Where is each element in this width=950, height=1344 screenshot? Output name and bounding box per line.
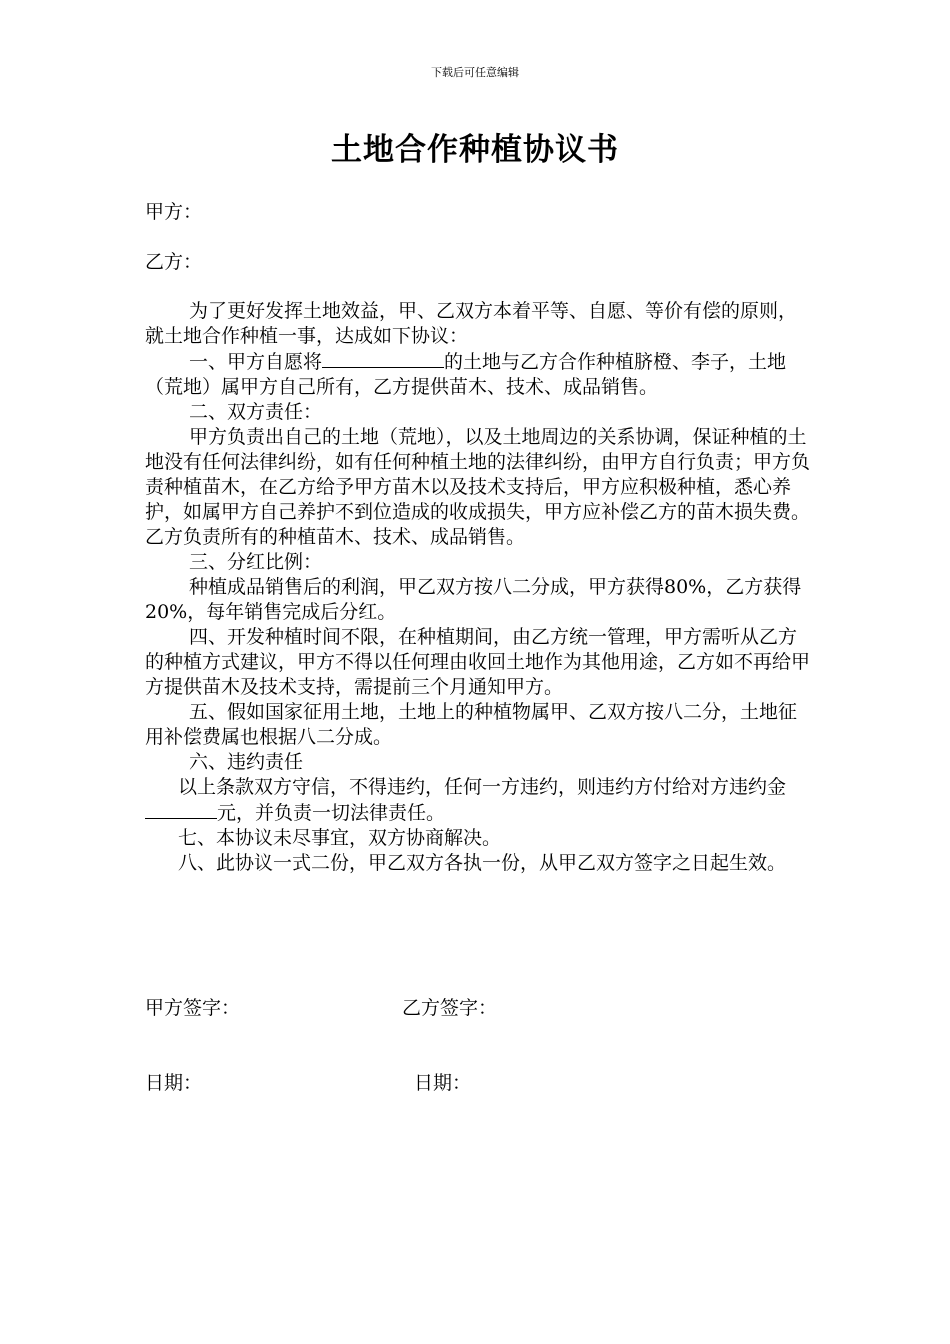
party-b-date-label: 日期： [414, 1072, 472, 1094]
clause-6-text-end: 元，并负责一切法律责任。 [217, 802, 446, 824]
header-note: 下载后可任意编辑 [431, 66, 519, 79]
party-a-date-label: 日期： [145, 1072, 203, 1094]
clause-8: 八、此协议一式二份，甲乙双方各执一份，从甲乙双方签字之日起生效。 [178, 852, 787, 874]
clause-1 [145, 349, 810, 400]
party-b-label: 乙方： [145, 251, 203, 273]
clause-7: 七、本协议未尽事宜，双方协商解决。 [178, 827, 502, 849]
document-title: 土地合作种植协议书 [331, 132, 619, 168]
penalty-blank-field [145, 800, 217, 819]
party-a-signature-label: 甲方签字： [145, 997, 241, 1019]
intro-paragraph: 为了更好发挥土地效益，甲、乙双方本着平等、自愿、等价有偿的原则，就土地合作种植一事，达成如下协议： [145, 300, 798, 347]
clause-3-title: 三、分红比例： [189, 551, 323, 573]
clause-5: 五、假如国家征用土地，土地上的种植物属甲、乙双方按八二分，土地征用补偿费属也根据八二分成。 [145, 701, 798, 748]
clause-1-text-start: 一、甲方自愿将 [189, 351, 323, 373]
clause-2-body: 甲方负责出自己的土地（荒地），以及土地周边的关系协调，保证种植的土地没有任何法律纠纷，如有任何种植土地的法律纠纷，由甲方自行负责；甲方负责种植苗木，在乙方给予甲方苗木以及技术支持后，甲方应积极种植，悉心养护，如属甲方自己养护不到位造成的收成损失，甲方应补偿乙方的苗木损失费。乙方负责所有的种植苗木、技术、成品销售。 [145, 426, 811, 548]
party-b-signature-label: 乙方签字： [402, 997, 498, 1019]
land-blank-field [322, 349, 444, 368]
clause-1-text-end: 的土地与乙方合作种植脐橙、李子，土地（荒地）属甲方自己所有，乙方提供苗木、技术、成品销售。 [145, 351, 787, 398]
clause-6-body [145, 775, 810, 826]
agreement-body [145, 299, 810, 876]
clause-3-body: 种植成品销售后的利润，甲乙双方按八二分成，甲方获得80%，乙方获得20%，每年销售完成后分红。 [145, 576, 802, 623]
party-a-label: 甲方： [145, 201, 203, 223]
clause-6-text-start: 以上条款双方守信，不得违约，任何一方违约，则违约方付给对方违约金 [178, 776, 787, 798]
clause-4: 四、开发种植时间不限，在种植期间，由乙方统一管理，甲方需听从乙方的种植方式建议，甲方不得以任何理由收回土地作为其他用途，乙方如不再给甲方提供苗木及技术支持，需提前三个月通知甲方。 [145, 626, 811, 698]
clause-2-title: 二、双方责任： [189, 401, 323, 423]
clause-6-title: 六、违约责任 [189, 751, 304, 773]
